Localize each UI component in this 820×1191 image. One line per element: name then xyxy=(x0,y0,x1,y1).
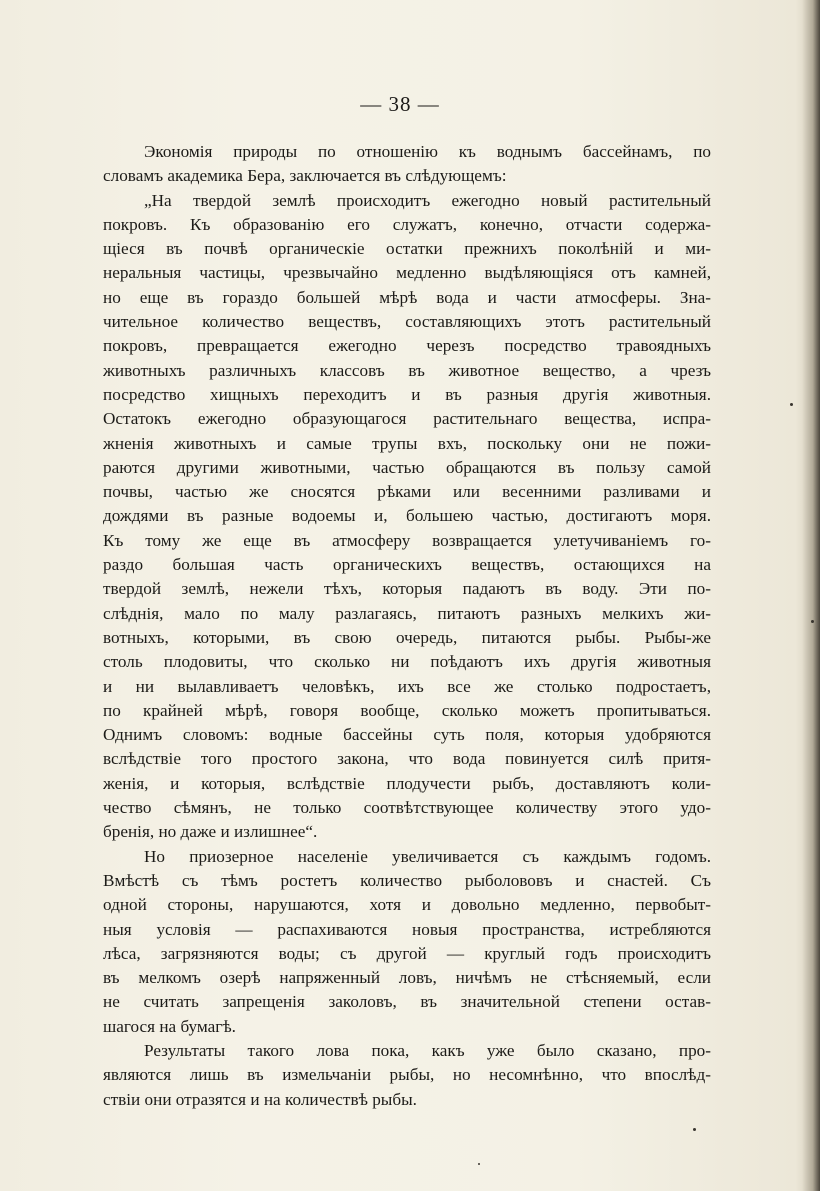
text-line: слѣднія, мало по малу разлагаясь, питаютъ разныхъ мелкихъ жи- xyxy=(103,603,711,623)
text-line: покровъ, превращается ежегодно черезъ посредство травоядныхъ xyxy=(103,336,711,356)
text-line: почвы, частью же сносятся рѣками или весенними разливами и xyxy=(103,482,711,502)
page-number: — 38 — xyxy=(360,92,440,116)
text-line: не считать запрещенія заколовъ, въ значительной степени остав- xyxy=(103,992,711,1012)
text-line: Но приозерное населеніе увеличивается съ каждымъ годомъ. xyxy=(144,846,711,866)
text-line: лѣса, загрязняются воды; съ другой — круглый годъ происходитъ xyxy=(103,943,711,963)
text-line: одной стороны, нарушаются, хотя и довольно медленно, первобыт- xyxy=(103,895,711,915)
text-line: дождями въ разные водоемы и, большею частью, достигаютъ моря. xyxy=(103,506,711,526)
text-line: Экономія природы по отношенію къ воднымъ бассейнамъ, по xyxy=(144,142,711,161)
text-line: Вмѣстѣ съ тѣмъ ростетъ количество рыболововъ и снастей. Съ xyxy=(103,870,711,890)
text-line: и ни вылавливаетъ человѣкъ, ихъ все же столько подростаетъ, xyxy=(103,676,711,696)
text-line: чество сѣмянъ, не только соотвѣтствующее количеству этого удо- xyxy=(103,798,711,818)
text-line: чительное количество веществъ, составляющихъ этотъ растительный xyxy=(103,312,711,332)
text-line: Однимъ словомъ: водные бассейны суть поля, которыя удобряются xyxy=(103,725,711,745)
text-line: раются другими животными, частью обращаются въ пользу самой xyxy=(103,457,711,477)
paper-speck xyxy=(478,1163,480,1165)
text-line: бренія, но даже и излишнее“. xyxy=(103,822,318,842)
text-line: шагося на бумагѣ. xyxy=(103,1016,236,1036)
text-line: „На твердой землѣ происходитъ ежегодно новый растительный xyxy=(144,190,711,210)
text-line: раздо большая часть органическихъ веществъ, остающихся на xyxy=(103,555,711,575)
text-line: Остатокъ ежегодно образующагося растительнаго вещества, испра- xyxy=(103,409,711,429)
text-line: вотныхъ, которыми, въ свою очередь, питаются рыбы. Рыбы-же xyxy=(103,627,711,647)
text-line: Къ тому же еще въ атмосферу возвращается улетучиваніемъ го- xyxy=(103,530,711,550)
text-line: посредство хищныхъ переходитъ и въ разныя другія животныя. xyxy=(103,384,711,404)
text-line: Результаты такого лова пока, какъ уже было сказано, про- xyxy=(144,1040,711,1060)
text-line: столь плодовиты, что сколько ни поѣдаютъ ихъ другія животныя xyxy=(103,652,711,672)
text-line: твердой землѣ, нежели тѣхъ, которыя падаютъ въ воду. Эти по- xyxy=(103,579,711,599)
paper-speck xyxy=(693,1128,696,1131)
text-line: ныя условія — распахиваются новыя пространства, истребляются xyxy=(103,919,711,939)
paper-speck xyxy=(790,403,793,406)
text-line: неральныя частицы, чрезвычайно медленно выдѣляющіяся отъ камней, xyxy=(103,263,711,283)
text-line: по крайней мѣрѣ, говоря вообще, сколько можетъ пропитываться. xyxy=(103,700,711,720)
text-line: покровъ. Къ образованію его служатъ, конечно, отчасти содержа- xyxy=(103,214,711,234)
text-line: щіеся въ почвѣ органическіе остатки прежнихъ поколѣній и ми- xyxy=(103,239,711,259)
text-line: жненія животныхъ и самые трупы вхъ, поскольку они не пожи- xyxy=(103,433,711,453)
text-line: но еще въ гораздо большей мѣрѣ вода и части атмосферы. Зна- xyxy=(103,287,711,307)
paper-speck xyxy=(811,620,814,623)
text-line: животныхъ различныхъ классовъ въ животное вещество, а чрезъ xyxy=(103,360,711,380)
text-line: въ мелкомъ озерѣ напряженный ловъ, ничѣмъ не стѣсняемый, если xyxy=(103,968,711,988)
book-spine-shadow xyxy=(802,0,820,1191)
text-line: являются лишь въ измельчаніи рыбы, но несомнѣнно, что впослѣд- xyxy=(103,1065,711,1085)
text-line: ствіи они отразятся и на количествѣ рыбы. xyxy=(103,1089,417,1109)
body-text xyxy=(103,140,711,1112)
text-line: вслѣдствіе того простого закона, что вода повинуется силѣ притя- xyxy=(103,749,711,769)
text-line: женія, и которыя, вслѣдствіе плодучести рыбъ, доставляютъ коли- xyxy=(103,773,711,793)
text-line: словамъ академика Бера, заключается въ слѣдующемъ: xyxy=(103,166,507,186)
